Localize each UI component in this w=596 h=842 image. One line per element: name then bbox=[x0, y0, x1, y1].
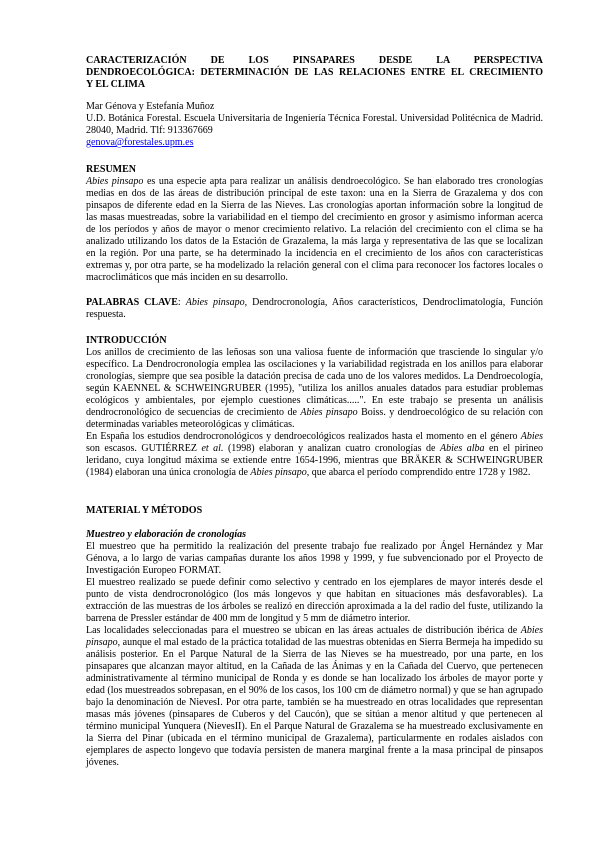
resumen-section bbox=[86, 164, 543, 284]
material-heading: MATERIAL Y MÉTODOS bbox=[86, 505, 203, 516]
resumen-heading: RESUMEN bbox=[86, 164, 137, 175]
resumen-text bbox=[86, 176, 543, 284]
palabras-list: , Dendrocronología, Años característicos, Dendroclimatología, Función respuesta. bbox=[86, 297, 544, 320]
palabras-clave-heading: PALABRAS CLAVE bbox=[86, 297, 178, 308]
resumen-species: Abies pinsapo bbox=[86, 176, 144, 187]
material-paragraph-1: El muestreo que ha permitido la realización del presente trabajo fue realizado por Ángel Hernández y Mar Génova, a lo largo de varias campañas durante los años 1998 y 1999, y fue subvencionado por el Proyecto de Investigación Europeo FORMAT. bbox=[86, 541, 543, 576]
author-block bbox=[86, 101, 543, 149]
paper-title bbox=[86, 55, 543, 91]
material-subheading: Muestreo y elaboración de cronologías bbox=[86, 529, 246, 540]
author-email-link[interactable]: genova@forestales.upm.es bbox=[86, 137, 194, 148]
palabras-clave-section bbox=[86, 297, 543, 321]
resumen-body: es una especie apta para realizar un análisis dendroecológico. Se han elaborado tres cronologías medias en dos de las áreas de distribución principal de este taxon: una en la Sierra de Grazalema y dos con pinsapos de diferente edad en la Sierra de las Nieves. Las cronologías aportan información sobre la longitud de las masas muestreadas, sobre la variabilidad en el tiempo del crecimiento en grosor y asimismo informan acerca de los períodos y años de mayor o menor crecimiento relativo. La relación del crecimiento con el clima se ha analizado utilizando los datos de la Estación de Grazalema, la más larga y representativa de las que se localizan en la región. Por una parte, se ha determinado la incidencia en el crecimiento de los años con características extremas y, por otra parte, se ha modelizado la relación general con el clima para reconocer los factores locales o macroclimáticos que más inciden en su desarrollo. bbox=[86, 176, 543, 283]
material-paragraph-2: El muestreo realizado se puede definir como selectivo y centrado en los ejemplares de mayor interés desde el punto de vista dendrocronológico (los más longevos y que habitan en situaciones más desfavorables). La extracción de las muestras de los árboles se realizó en dirección aproximada a la del radio del fuste, utilizando la barrena de Pressler estándar de 400 mm de longitud y 5 mm de diámetro interior. bbox=[86, 577, 543, 624]
material-section bbox=[86, 505, 543, 769]
introduccion-section bbox=[86, 335, 543, 479]
author-names: Mar Génova y Estefanía Muñoz bbox=[86, 101, 215, 112]
palabras-species: Abies pinsapo bbox=[185, 297, 245, 308]
material-paragraph-3: Las localidades seleccionadas para el muestreo se ubican en las áreas actuales de distribución ibérica de Abies pinsapo, aunque el mal estado de la práctica totalidad de las muestras obtenidas en Sierra Bermeja ha impedido su análisis posterior. En el Parque Natural de la Sierra de las Nieves se ha muestreado, por una parte, en los pinsapares que alcanzan mayor altitud, en la Cañada de las Ánimas y en la Cañada del Cuervo, que pertenecen administrativamente al término municipal de Ronda y es donde se han localizado los árboles de mayor porte y edad (los muestreados sobrepasan, en el 90% de los casos, los 100 cm de diámetro normal) y que se han agrupado bajo la denominación de NievesI. Por otra parte, también se ha muestreado en otras localidades que representan masas más jóvenes (pinsapares de Cuberos y del Caucón), que se sitúan a menor altitud y que pertenecen al término municipal Yunquera (NievesII). En el Parque Natural de Grazalema se ha muestreado exclusivamente en la Sierra del Pinar (ubicada en el término municipal de Grazalema), particularmente en rodales aislados con ejemplares de aspecto longevo que todavía persisten de manera marginal frente a la masa principal de pinsapos jóvenes. bbox=[86, 625, 543, 768]
introduccion-paragraph-2: En España los estudios dendrocronológicos y dendroecológicos realizados hasta el momento en el género Abies son escasos. GUTIÉRREZ et al. (1998) elaboran y analizan cuatro cronologías de Abies alba en el pirineo leridano, cuya longitud máxima se extiende entre 1654-1996, mientras que BRÄKER & SCHWEINGRUBER (1984) elaboran una única cronología de Abies pinsapo, que abarca el período comprendido entre 1728 y 1982. bbox=[86, 431, 544, 478]
title-line-3: Y EL CLIMA bbox=[86, 79, 146, 90]
author-affiliation: U.D. Botánica Forestal. Escuela Universitaria de Ingeniería Técnica Forestal. Universidad Politécnica de Madrid. 28040, Madrid. Tlf: 913367669 bbox=[86, 113, 543, 136]
palabras-clave-text: PALABRAS CLAVE: Abies pinsapo, Dendrocronología, Años característicos, Dendroclimatología, Función respuesta. bbox=[86, 297, 544, 320]
introduccion-paragraph-1: Los anillos de crecimiento de las leñosas son una valiosa fuente de información que trasciende lo singular y/o específico. La Dendrocronología emplea las oscilaciones y la variabilidad registrada en los anillos para elaborar cronologías, siempre que sea posible la datación precisa de cada uno de los valores medidos. La Dendroecología, según KAENNEL & SCHWEINGRUBER (1995), "utiliza los anillos anuales datados para estudiar problemas ecológicos y ambientales, por ejemplo cuestiones climáticas.....". En este trabajo se presenta un análisis dendrocronológico de secuencias de crecimiento de Abies pinsapo Boiss. y dendroecológico de su relación con determinadas variables meteorológicas y climáticas. bbox=[86, 347, 543, 430]
title-line-1: CARACTERIZACIÓN DE LOS PINSAPARES DESDE LA PERSPECTIVA bbox=[86, 55, 543, 66]
title-line-2: DENDROECOLÓGICA: DETERMINACIÓN DE LAS RELACIONES ENTRE EL CRECIMIENTO bbox=[86, 67, 543, 78]
introduccion-heading: INTRODUCCIÓN bbox=[86, 335, 167, 346]
